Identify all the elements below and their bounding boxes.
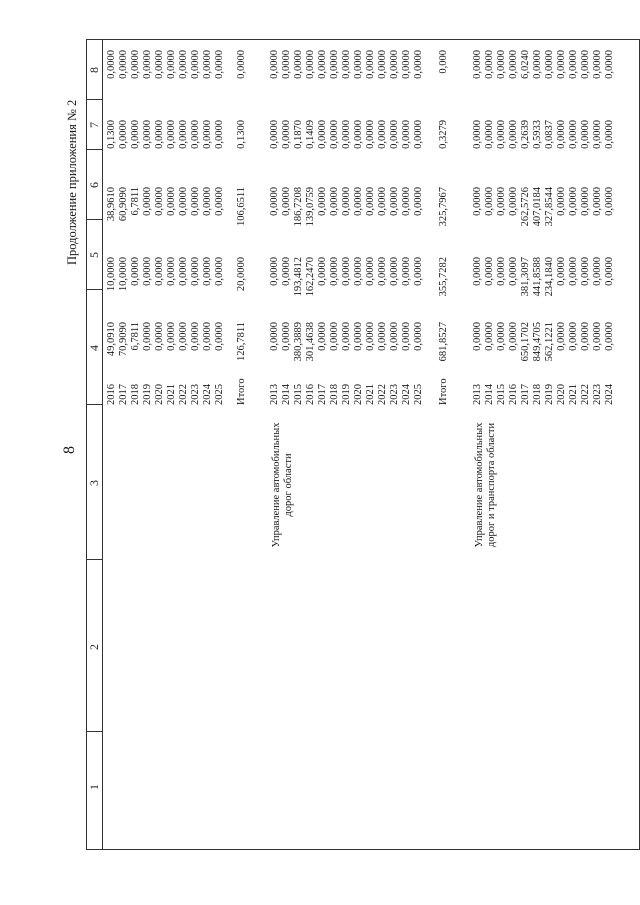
table-cell: 162,2470 <box>305 257 316 297</box>
total-col7: 0,3279 <box>438 120 449 149</box>
table-cell: 0,0000 <box>214 120 225 149</box>
column-6-values <box>269 187 425 245</box>
table-cell: 0,1300 <box>106 120 117 149</box>
table-cell: 0,0000 <box>592 322 603 351</box>
table-cell: 650,1702 <box>520 322 531 362</box>
table-cell: 0,0000 <box>413 120 424 149</box>
column-4-values <box>106 322 226 380</box>
org-name-roads <box>271 380 295 590</box>
table-cell: 0,0000 <box>604 187 615 216</box>
column-5-values <box>472 257 616 315</box>
table-cell: 0,0000 <box>317 322 328 351</box>
table-cell: 0,0000 <box>389 50 400 79</box>
table-cell: 6,0240 <box>520 50 531 79</box>
table-cell: 0,0000 <box>604 322 615 351</box>
table-cell: 0,0000 <box>580 322 591 351</box>
table-cell: 0,0000 <box>508 322 519 351</box>
table-cell: 0,0000 <box>214 50 225 79</box>
table-cell: 0,0000 <box>190 50 201 79</box>
table-cell: 2019 <box>544 384 555 405</box>
table-cell: 0,0000 <box>568 322 579 351</box>
year-list <box>269 384 425 405</box>
table-cell: 0,0000 <box>130 50 141 79</box>
table-cell: 2017 <box>118 384 129 405</box>
table-cell: 2016 <box>508 384 519 405</box>
table-cell: 849,4705 <box>532 322 543 362</box>
table-cell: 2017 <box>520 384 531 405</box>
table-cell: 2018 <box>532 384 543 405</box>
column-7-values <box>472 120 616 160</box>
header-divider <box>86 731 102 732</box>
table-cell: 0,0000 <box>178 257 189 286</box>
table-cell: 0,0000 <box>484 50 495 79</box>
table-cell: 0,0000 <box>190 257 201 286</box>
header-divider <box>86 404 102 405</box>
table-cell: 0,0000 <box>178 187 189 216</box>
table-cell: 0,0000 <box>329 187 340 216</box>
table-cell: 0,0000 <box>544 50 555 79</box>
year-list <box>106 384 226 405</box>
table-cell: 0,0000 <box>389 257 400 286</box>
table-cell: 0,1870 <box>293 120 304 149</box>
column-4-values <box>269 322 425 380</box>
table-cell: 0,0000 <box>377 187 388 216</box>
total-col5: 20,0000 <box>236 257 247 292</box>
table-cell: 0,0000 <box>269 322 280 351</box>
table-cell: 2014 <box>484 384 495 405</box>
table-cell: 0,0000 <box>377 120 388 149</box>
table-cell: 0,0000 <box>401 187 412 216</box>
total-col8: 0,0000 <box>236 50 247 79</box>
table-cell: 2017 <box>317 384 328 405</box>
table-cell: 2021 <box>568 384 579 405</box>
org-name-line2: дорог и транспорта области <box>486 422 497 548</box>
table-cell: 380,3889 <box>293 322 304 362</box>
table-cell: 0,0000 <box>293 50 304 79</box>
table-cell: 0,0837 <box>544 120 555 149</box>
table-cell: 0,0000 <box>365 50 376 79</box>
table-cell: 2024 <box>202 384 213 405</box>
table-cell: 0,0000 <box>190 322 201 351</box>
table-cell: 0,0000 <box>472 120 483 149</box>
table-cell: 2025 <box>413 384 424 405</box>
table-cell: 0,0000 <box>214 257 225 286</box>
table-cell: 0,0000 <box>472 257 483 286</box>
table-cell: 2020 <box>154 384 165 405</box>
column-7-values <box>269 120 425 160</box>
table-cell: 0,0000 <box>568 50 579 79</box>
table-cell: 0,0000 <box>178 120 189 149</box>
column-8-values <box>269 50 425 95</box>
table-cell: 0,0000 <box>472 50 483 79</box>
table-cell: 262,5726 <box>520 187 531 227</box>
header-divider <box>86 219 102 220</box>
table-cell: 186,7208 <box>293 187 304 227</box>
table-cell: 2019 <box>142 384 153 405</box>
table-cell: 0,0000 <box>341 120 352 149</box>
table-cell: 2013 <box>269 384 280 405</box>
table-border-left <box>86 849 640 850</box>
table-cell: 2023 <box>389 384 400 405</box>
table-cell: 2016 <box>305 384 316 405</box>
table-cell: 0,0000 <box>202 257 213 286</box>
column-number-4: 4 <box>87 345 101 351</box>
column-number-1: 1 <box>87 784 101 790</box>
table-cell: 0,0000 <box>269 120 280 149</box>
table-cell: 0,0000 <box>353 187 364 216</box>
column-5-values <box>269 257 425 315</box>
table-cell: 0,0000 <box>496 187 507 216</box>
table-cell: 0,1409 <box>305 120 316 149</box>
table-cell: 0,0000 <box>166 50 177 79</box>
table-cell: 0,0000 <box>556 187 567 216</box>
table-cell: 0,0000 <box>166 120 177 149</box>
total-label: Итого <box>438 378 449 405</box>
table-cell: 0,0000 <box>592 120 603 149</box>
table-cell: 193,4812 <box>293 257 304 297</box>
table-cell: 2015 <box>496 384 507 405</box>
table-cell: 0,0000 <box>178 322 189 351</box>
table-cell: 0,0000 <box>401 120 412 149</box>
table-cell: 0,0000 <box>214 322 225 351</box>
table-cell: 38,9610 <box>106 187 117 222</box>
table-cell: 0,0000 <box>130 120 141 149</box>
table-cell: 0,0000 <box>154 187 165 216</box>
table-cell: 0,0000 <box>568 120 579 149</box>
table-cell: 0,0000 <box>556 120 567 149</box>
table-cell: 2022 <box>377 384 388 405</box>
header-divider <box>86 149 102 150</box>
table-cell: 0,0000 <box>353 50 364 79</box>
table-cell: 301,4638 <box>305 322 316 362</box>
table-cell: 0,0000 <box>401 257 412 286</box>
org-name-line2: дорог области <box>283 453 294 517</box>
table-cell: 0,0000 <box>317 257 328 286</box>
table-cell: 0,0000 <box>484 257 495 286</box>
year-list <box>472 384 616 405</box>
table-cell: 0,0000 <box>317 187 328 216</box>
table-cell: 0,0000 <box>341 187 352 216</box>
table-cell: 0,0000 <box>118 50 129 79</box>
total-col4: 681,8527 <box>438 322 449 362</box>
header-divider <box>86 99 102 100</box>
org-name-line1: Управление автомобильных <box>474 422 485 548</box>
column-6-values <box>472 187 616 245</box>
table-cell: 2025 <box>214 384 225 405</box>
table-cell: 0,0000 <box>317 50 328 79</box>
table-cell: 139,0759 <box>305 187 316 227</box>
column-number-8: 8 <box>87 67 101 73</box>
table-cell: 0,0000 <box>202 120 213 149</box>
table-cell: 0,0000 <box>166 187 177 216</box>
table-cell: 2022 <box>580 384 591 405</box>
table-cell: 2023 <box>592 384 603 405</box>
table-cell: 0,0000 <box>484 187 495 216</box>
table-cell: 0,0000 <box>532 50 543 79</box>
data-table <box>86 40 640 850</box>
table-cell: 0,0000 <box>568 187 579 216</box>
table-cell: 0,0000 <box>365 187 376 216</box>
table-cell: 0,0000 <box>329 257 340 286</box>
table-cell: 60,9090 <box>118 187 129 222</box>
total-label: Итого <box>236 378 247 405</box>
table-cell: 2024 <box>604 384 615 405</box>
table-cell: 0,0000 <box>142 187 153 216</box>
table-cell: 0,0000 <box>413 322 424 351</box>
table-cell: 0,0000 <box>202 322 213 351</box>
table-cell: 0,0000 <box>154 257 165 286</box>
column-number-2: 2 <box>87 644 101 650</box>
table-cell: 70,9090 <box>118 322 129 357</box>
table-cell: 0,0000 <box>269 187 280 216</box>
table-cell: 0,0000 <box>130 257 141 286</box>
table-cell: 0,0000 <box>353 120 364 149</box>
table-cell: 2022 <box>178 384 189 405</box>
table-cell: 0,0000 <box>365 120 376 149</box>
table-cell: 0,0000 <box>154 50 165 79</box>
table-cell: 2021 <box>365 384 376 405</box>
table-cell: 0,0000 <box>341 257 352 286</box>
table-cell: 2023 <box>190 384 201 405</box>
table-cell: 2020 <box>353 384 364 405</box>
table-cell: 0,0000 <box>365 257 376 286</box>
table-cell: 0,0000 <box>604 257 615 286</box>
header-divider <box>86 559 102 560</box>
page-number: 8 <box>61 446 78 454</box>
table-cell: 0,0000 <box>556 50 567 79</box>
org-name-roads-transport <box>474 380 498 590</box>
column-7-values <box>106 120 226 160</box>
table-cell: 0,0000 <box>508 50 519 79</box>
table-cell: 0,0000 <box>413 257 424 286</box>
table-cell: 0,0000 <box>166 322 177 351</box>
column-number-5: 5 <box>87 252 101 258</box>
table-cell: 0,0000 <box>202 50 213 79</box>
table-cell: 0,0000 <box>281 120 292 149</box>
total-col6: 106,6511 <box>236 187 247 226</box>
column-number-6: 6 <box>87 182 101 188</box>
table-cell: 0,0000 <box>142 322 153 351</box>
table-cell: 0,0000 <box>413 187 424 216</box>
table-cell: 0,0000 <box>484 322 495 351</box>
table-cell: 0,0000 <box>484 120 495 149</box>
column-8-values <box>472 50 616 95</box>
table-cell: 0,0000 <box>389 187 400 216</box>
table-cell: 0,0000 <box>508 120 519 149</box>
table-cell: 562,1221 <box>544 322 555 362</box>
table-cell: 0,0000 <box>269 50 280 79</box>
table-cell: 381,3097 <box>520 257 531 297</box>
table-cell: 0,0000 <box>496 322 507 351</box>
table-cell: 327,8544 <box>544 187 555 227</box>
table-cell: 0,0000 <box>401 322 412 351</box>
table-cell: 0,0000 <box>508 187 519 216</box>
table-cell: 0,0000 <box>556 322 567 351</box>
table-cell: 0,0000 <box>341 50 352 79</box>
table-cell: 0,0000 <box>329 120 340 149</box>
table-cell: 2021 <box>166 384 177 405</box>
table-cell: 49,0910 <box>106 322 117 357</box>
table-cell: 0,0000 <box>377 322 388 351</box>
table-cell: 0,0000 <box>472 187 483 216</box>
table-cell: 0,0000 <box>269 257 280 286</box>
table-cell: 0,0000 <box>142 50 153 79</box>
table-cell: 0,0000 <box>508 257 519 286</box>
table-cell: 0,0000 <box>329 322 340 351</box>
table-cell: 0,0000 <box>142 257 153 286</box>
continuation-title: Продолжение приложения № 2 <box>65 99 79 265</box>
table-cell: 0,0000 <box>592 257 603 286</box>
table-cell: 0,0000 <box>305 50 316 79</box>
table-cell: 0,0000 <box>317 120 328 149</box>
table-cell: 0,0000 <box>154 322 165 351</box>
column-4-values <box>472 322 616 380</box>
header-divider <box>86 289 102 290</box>
table-cell: 0,0000 <box>580 120 591 149</box>
table-cell: 2013 <box>472 384 483 405</box>
table-cell: 10,0000 <box>118 257 129 292</box>
table-cell: 2019 <box>341 384 352 405</box>
table-cell: 234,1840 <box>544 257 555 297</box>
table-cell: 0,0000 <box>281 322 292 351</box>
table-cell: 2024 <box>401 384 412 405</box>
table-cell: 0,0000 <box>389 120 400 149</box>
table-cell: 0,0000 <box>353 257 364 286</box>
rotated-page <box>60 40 640 850</box>
table-top-border <box>86 40 87 850</box>
table-cell: 6,7811 <box>130 322 141 351</box>
table-cell: 0,0000 <box>178 50 189 79</box>
table-cell: 0,0000 <box>604 50 615 79</box>
table-cell: 0,5933 <box>532 120 543 149</box>
table-cell: 6,7811 <box>130 187 141 216</box>
table-cell: 0,0000 <box>214 187 225 216</box>
table-cell: 10,0000 <box>106 257 117 292</box>
table-cell: 0,0000 <box>329 50 340 79</box>
table-cell: 0,0000 <box>604 120 615 149</box>
table-cell: 0,0000 <box>580 50 591 79</box>
table-cell: 0,0000 <box>190 120 201 149</box>
header-row-border <box>102 40 103 850</box>
org-name-line1: Управление автомобильных <box>271 422 282 548</box>
table-cell: 0,0000 <box>154 120 165 149</box>
table-cell: 0,0000 <box>556 257 567 286</box>
total-col8: 0,000 <box>438 50 449 74</box>
table-cell: 0,0000 <box>580 187 591 216</box>
table-cell: 2014 <box>281 384 292 405</box>
table-cell: 0,0000 <box>281 257 292 286</box>
table-cell: 0,0000 <box>118 120 129 149</box>
table-border-right <box>86 39 640 40</box>
column-8-values <box>106 50 226 95</box>
table-cell: 0,0000 <box>568 257 579 286</box>
table-cell: 0,0000 <box>592 50 603 79</box>
table-cell: 0,0000 <box>142 120 153 149</box>
total-col6: 325,7967 <box>438 187 449 227</box>
table-cell: 0,0000 <box>281 187 292 216</box>
table-cell: 2018 <box>329 384 340 405</box>
column-6-values <box>106 187 226 245</box>
column-number-7: 7 <box>87 122 101 128</box>
total-col4: 126,7811 <box>236 322 247 361</box>
table-cell: 0,0000 <box>592 187 603 216</box>
table-cell: 0,0000 <box>472 322 483 351</box>
table-cell: 0,0000 <box>166 257 177 286</box>
table-cell: 2016 <box>106 384 117 405</box>
table-cell: 0,0000 <box>401 50 412 79</box>
table-cell: 0,0000 <box>281 50 292 79</box>
table-cell: 0,0000 <box>377 50 388 79</box>
column-number-3: 3 <box>87 480 101 486</box>
table-cell: 0,0000 <box>106 50 117 79</box>
table-cell: 0,0000 <box>377 257 388 286</box>
table-cell: 2018 <box>130 384 141 405</box>
table-cell: 0,0000 <box>389 322 400 351</box>
table-cell: 0,0000 <box>202 187 213 216</box>
column-5-values <box>106 257 226 315</box>
table-cell: 2020 <box>556 384 567 405</box>
table-cell: 407,0184 <box>532 187 543 227</box>
table-cell: 0,0000 <box>413 50 424 79</box>
table-cell: 0,0000 <box>365 322 376 351</box>
table-cell: 0,0000 <box>190 187 201 216</box>
table-cell: 441,8588 <box>532 257 543 297</box>
table-cell: 0,0000 <box>496 50 507 79</box>
table-cell: 0,0000 <box>353 322 364 351</box>
table-cell: 2015 <box>293 384 304 405</box>
total-col5: 355,7282 <box>438 257 449 297</box>
table-cell: 0,0000 <box>341 322 352 351</box>
total-col7: 0,1300 <box>236 120 247 149</box>
table-cell: 0,0000 <box>580 257 591 286</box>
table-cell: 0,0000 <box>496 257 507 286</box>
table-cell: 0,0000 <box>496 120 507 149</box>
table-cell: 0,2639 <box>520 120 531 149</box>
